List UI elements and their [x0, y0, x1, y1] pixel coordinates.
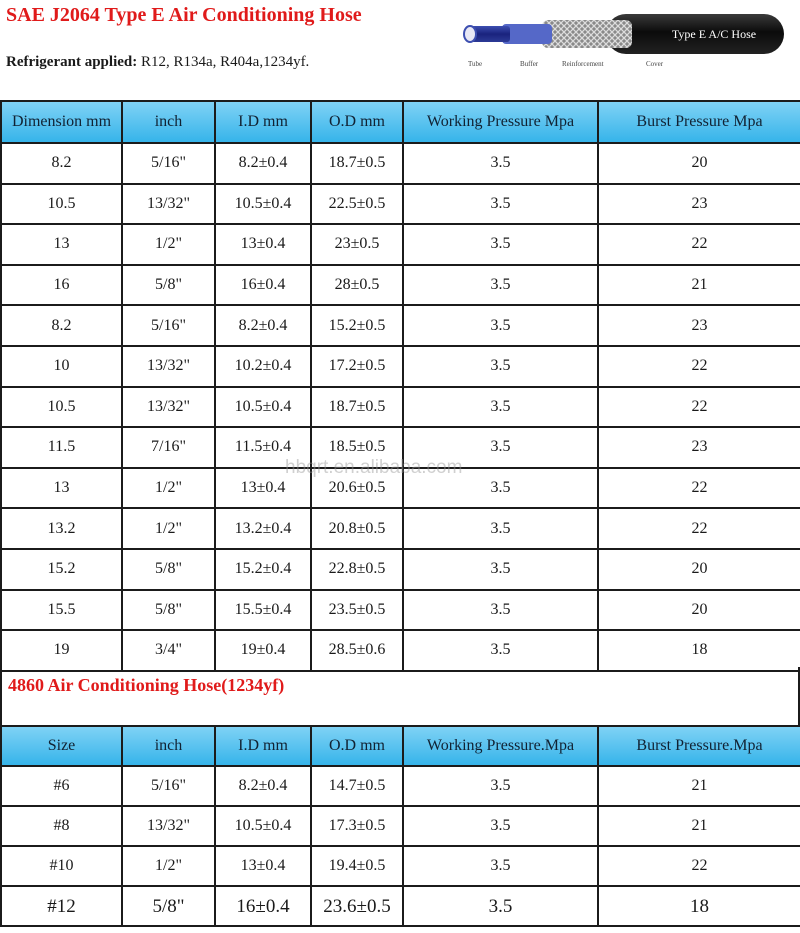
table-cell: 3.5	[403, 846, 598, 886]
table-row	[1, 427, 800, 468]
layer-label-reinforcement: Reinforcement	[562, 60, 604, 68]
table-cell: 22	[598, 468, 800, 509]
table-cell: 19.4±0.5	[311, 846, 403, 886]
table-cell: 20.8±0.5	[311, 508, 403, 549]
table-row	[1, 549, 800, 590]
table-cell: 13/32"	[122, 184, 215, 225]
column-header: O.D mm	[311, 726, 403, 766]
table-cell: 5/16"	[122, 143, 215, 184]
table-cell: 18.7±0.5	[311, 143, 403, 184]
table-cell: 10.2±0.4	[215, 346, 311, 387]
table-cell: 3.5	[403, 468, 598, 509]
table-cell: 7/16"	[122, 427, 215, 468]
table-cell: 22	[598, 846, 800, 886]
table-cell: 3.5	[403, 265, 598, 306]
table-cell: 1/2"	[122, 846, 215, 886]
table-cell: 17.2±0.5	[311, 346, 403, 387]
table-row	[1, 630, 800, 671]
layer-label-cover: Cover	[646, 60, 664, 68]
table-cell: 3.5	[403, 346, 598, 387]
table-cell: 8.2	[1, 143, 122, 184]
table-row	[1, 265, 800, 306]
column-header: O.D mm	[311, 101, 403, 143]
table-cell: 10.5±0.4	[215, 184, 311, 225]
table-cell: 15.5±0.4	[215, 590, 311, 631]
refrigerant-label: Refrigerant applied:	[6, 54, 138, 70]
table-row	[1, 143, 800, 184]
table-cell: 3.5	[403, 143, 598, 184]
page-header	[0, 0, 800, 100]
table-cell: 28±0.5	[311, 265, 403, 306]
table-cell: 23.5±0.5	[311, 590, 403, 631]
layer-label-buffer: Buffer	[520, 60, 539, 68]
table-cell: 3.5	[403, 630, 598, 671]
page-title: SAE J2064 Type E Air Conditioning Hose	[6, 4, 362, 26]
column-header: Working Pressure Mpa	[403, 101, 598, 143]
table-header-row	[1, 726, 800, 766]
section-4860-heading	[0, 667, 800, 725]
table-cell: 16±0.4	[215, 265, 311, 306]
table-cell: 3.5	[403, 305, 598, 346]
table-cell: 22	[598, 387, 800, 428]
table-cell: 3.5	[403, 387, 598, 428]
table-row	[1, 766, 800, 806]
table-cell: 13±0.4	[215, 846, 311, 886]
hose-layer-labels	[466, 60, 766, 72]
table-cell: 8.2±0.4	[215, 143, 311, 184]
table-cell: #12	[1, 886, 122, 926]
table-cell: 3.5	[403, 549, 598, 590]
table-row	[1, 590, 800, 631]
table-row	[1, 387, 800, 428]
table-cell: 3.5	[403, 590, 598, 631]
column-header: inch	[122, 101, 215, 143]
table-cell: 5/16"	[122, 305, 215, 346]
table-cell: 17.3±0.5	[311, 806, 403, 846]
table-cell: 1/2"	[122, 508, 215, 549]
table-cell: 14.7±0.5	[311, 766, 403, 806]
hose-reinforcement-layer	[542, 20, 632, 48]
table-cell: 3.5	[403, 806, 598, 846]
table-cell: 23	[598, 305, 800, 346]
column-header: Working Pressure.Mpa	[403, 726, 598, 766]
hose-4860-spec-table	[0, 725, 800, 927]
table-cell: 1/2"	[122, 224, 215, 265]
table-cell: 23.6±0.5	[311, 886, 403, 926]
table-cell: 13.2±0.4	[215, 508, 311, 549]
table-cell: 18.7±0.5	[311, 387, 403, 428]
table-row	[1, 886, 800, 926]
table-cell: 15.2±0.4	[215, 549, 311, 590]
hose-4860-table-body	[1, 766, 800, 926]
table-cell: 23	[598, 427, 800, 468]
table-cell: 3.5	[403, 184, 598, 225]
table-row	[1, 305, 800, 346]
table-cell: #8	[1, 806, 122, 846]
table-cell: #6	[1, 766, 122, 806]
table-cell: 5/8"	[122, 549, 215, 590]
table-cell: 3.5	[403, 427, 598, 468]
table-cell: 13/32"	[122, 387, 215, 428]
table-cell: 15.2±0.5	[311, 305, 403, 346]
refrigerant-line	[6, 54, 309, 71]
table-cell: 13	[1, 224, 122, 265]
table-cell: 19	[1, 630, 122, 671]
table-cell: 13±0.4	[215, 468, 311, 509]
table-cell: 3/4"	[122, 630, 215, 671]
column-header: I.D mm	[215, 726, 311, 766]
table-cell: 23	[598, 184, 800, 225]
section-title: 4860 Air Conditioning Hose(1234yf)	[8, 675, 285, 695]
table-row	[1, 346, 800, 387]
table-cell: 10	[1, 346, 122, 387]
column-header: inch	[122, 726, 215, 766]
layer-label-tube: Tube	[468, 60, 483, 68]
table-cell: 18	[598, 886, 800, 926]
table-cell: 21	[598, 265, 800, 306]
column-header: Dimension mm	[1, 101, 122, 143]
table-cell: 5/8"	[122, 265, 215, 306]
table-cell: 22	[598, 224, 800, 265]
table-header-row	[1, 101, 800, 143]
table-cell: 11.5±0.4	[215, 427, 311, 468]
table-cell: 20.6±0.5	[311, 468, 403, 509]
table-cell: 16	[1, 265, 122, 306]
table-cell: 10.5±0.4	[215, 806, 311, 846]
table-cell: 22	[598, 346, 800, 387]
type-e-spec-table	[0, 100, 800, 672]
table-cell: #10	[1, 846, 122, 886]
table-cell: 5/8"	[122, 590, 215, 631]
type-e-table-body	[1, 143, 800, 671]
table-cell: 13/32"	[122, 346, 215, 387]
table-cell: 20	[598, 143, 800, 184]
table-cell: 20	[598, 549, 800, 590]
table-cell: 10.5	[1, 387, 122, 428]
table-cell: 23±0.5	[311, 224, 403, 265]
table-row	[1, 468, 800, 509]
table-cell: 16±0.4	[215, 886, 311, 926]
table-cell: 15.2	[1, 549, 122, 590]
table-row	[1, 846, 800, 886]
table-cell: 18	[598, 630, 800, 671]
table-cell: 28.5±0.6	[311, 630, 403, 671]
watermark: hbqrt.en.alibaba.com	[285, 457, 463, 478]
table-cell: 21	[598, 806, 800, 846]
table-cell: 11.5	[1, 427, 122, 468]
column-header: I.D mm	[215, 101, 311, 143]
table-cell: 13±0.4	[215, 224, 311, 265]
table-cell: 10.5±0.4	[215, 387, 311, 428]
table-cell: 21	[598, 766, 800, 806]
table-cell: 19±0.4	[215, 630, 311, 671]
hose-type-label: Type E A/C Hose	[671, 27, 757, 41]
table-row	[1, 508, 800, 549]
refrigerant-value: R12, R134a, R404a,1234yf.	[137, 54, 310, 70]
table-cell: 3.5	[403, 224, 598, 265]
table-cell: 13/32"	[122, 806, 215, 846]
hose-tube-opening	[464, 26, 476, 42]
table-row	[1, 224, 800, 265]
table-cell: 13	[1, 468, 122, 509]
table-cell: 5/16"	[122, 766, 215, 806]
table-cell: 3.5	[403, 508, 598, 549]
table-cell: 22.8±0.5	[311, 549, 403, 590]
table-cell: 18.5±0.5	[311, 427, 403, 468]
table-row	[1, 184, 800, 225]
table-cell: 3.5	[403, 766, 598, 806]
table-cell: 8.2	[1, 305, 122, 346]
table-cell: 20	[598, 590, 800, 631]
table-cell: 3.5	[403, 886, 598, 926]
column-header: Burst Pressure.Mpa	[598, 726, 800, 766]
table-cell: 22	[598, 508, 800, 549]
table-cell: 5/8"	[122, 886, 215, 926]
column-header: Burst Pressure Mpa	[598, 101, 800, 143]
table-cell: 10.5	[1, 184, 122, 225]
table-cell: 15.5	[1, 590, 122, 631]
table-row	[1, 806, 800, 846]
table-cell: 8.2±0.4	[215, 305, 311, 346]
table-cell: 13.2	[1, 508, 122, 549]
table-cell: 1/2"	[122, 468, 215, 509]
table-cell: 8.2±0.4	[215, 766, 311, 806]
column-header: Size	[1, 726, 122, 766]
table-cell: 22.5±0.5	[311, 184, 403, 225]
